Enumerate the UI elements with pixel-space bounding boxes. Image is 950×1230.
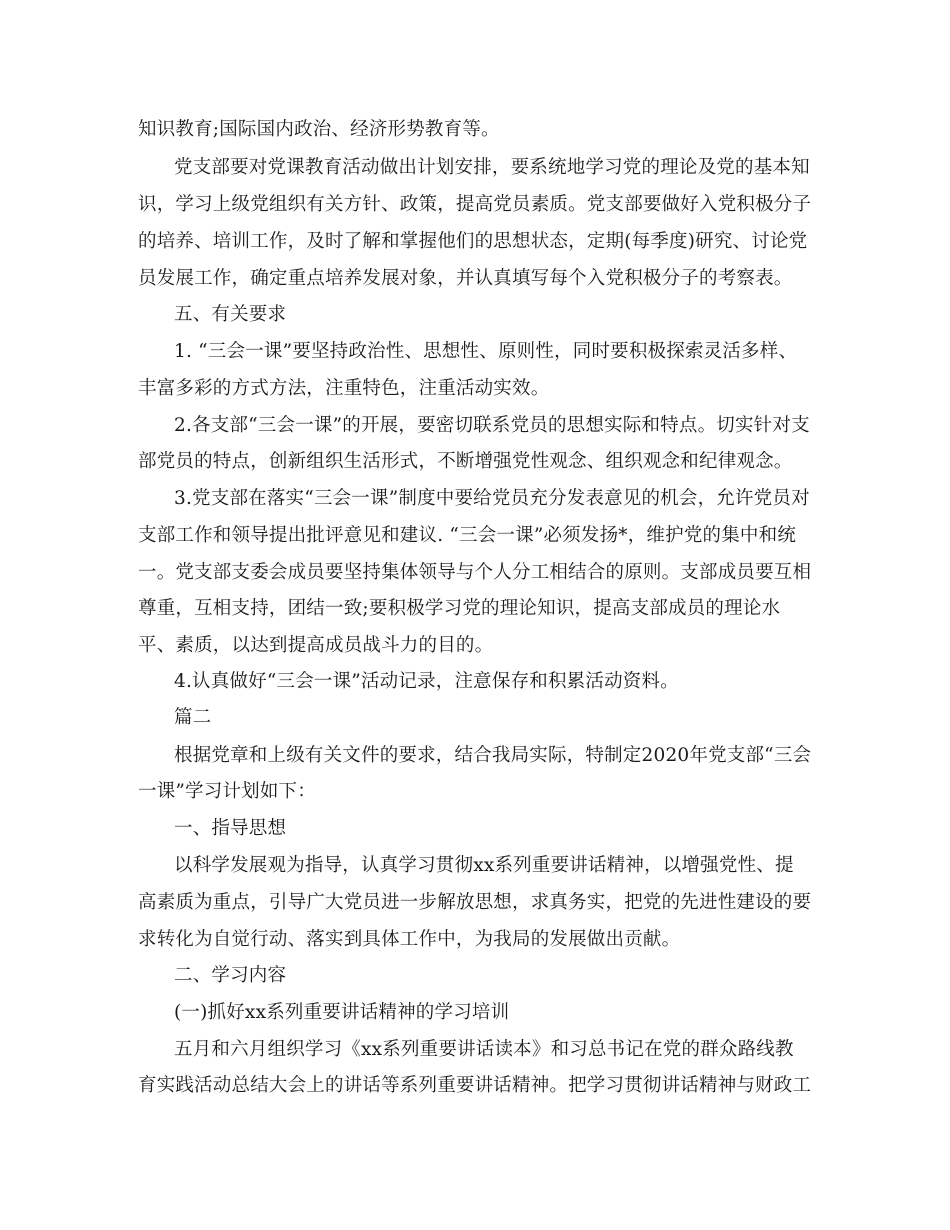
subsection-heading: (一)抓好xx系列重要讲话精神的学习培训	[174, 1002, 510, 1023]
list-item-first-line: 3.党支部在落实“三会一课”制度中要给党员充分发表意见的机会，允许党员对	[174, 488, 810, 509]
text-line: 育实践活动总结大会上的讲话等系列重要讲话精神。把学习贯彻讲话精神与财政工	[138, 1075, 812, 1096]
text-line: 求转化为自觉行动、落实到具体工作中，为我局的发展做出贡献。	[138, 929, 681, 950]
section-heading: 篇二	[174, 707, 212, 728]
text-line: 平、素质，以达到提高成员战斗力的目的。	[138, 635, 494, 656]
paragraph-first-line: 以科学发展观为指导，认真学习贯彻xx系列重要讲话精神，以增强党性、提	[174, 855, 794, 876]
text-line: 丰富多彩的方式方法，注重特色，注重活动实效。	[138, 378, 550, 399]
paragraph-first-line: 党支部要对党课教育活动做出计划安排，要系统地学习党的理论及党的基本知	[174, 157, 810, 178]
list-item-first-line: 1. “三会一课”要坚持政治性、思想性、原则性，同时要积极探索灵活多样、	[174, 341, 798, 362]
paragraph-first-line: 五月和六月组织学习《xx系列重要讲话读本》和习总书记在党的群众路线教	[174, 1039, 794, 1060]
list-item-first-line: 4.认真做好“三会一课”活动记录，注意保存和积累活动资料。	[174, 671, 679, 692]
section-heading: 二、学习内容	[174, 965, 287, 986]
text-line: 识，学习上级党组织有关方针、政策，提高党员素质。党支部要做好入党积极分子	[138, 194, 812, 215]
text-line: 支部工作和领导提出批评意见和建议. “三会一课”必须发扬*，维护党的集中和统	[138, 525, 797, 546]
text-line: 知识教育;国际国内政治、经济形势教育等。	[138, 119, 500, 140]
list-item-first-line: 2.各支部“三会一课”的开展，要密切联系党员的思想实际和特点。切实针对支	[174, 415, 810, 436]
text-line: 员发展工作，确定重点培养发展对象，并认真填写每个入党积极分子的考察表。	[138, 268, 793, 289]
text-line: 尊重，互相支持，团结一致;要积极学习党的理论知识，提高支部成员的理论水	[138, 598, 781, 619]
text-line: 一。党支部支委会成员要坚持集体领导与个人分工相结合的原则。支部成员要互相	[138, 562, 812, 583]
text-line: 部党员的特点，创新组织生活形式，不断增强党性观念、组织观念和纪律观念。	[138, 451, 793, 472]
section-heading: 一、指导思想	[174, 818, 287, 839]
text-line: 高素质为重点，引导广大党员进一步解放思想，求真务实，把党的先进性建设的要	[138, 892, 812, 913]
section-heading: 五、有关要求	[174, 304, 287, 325]
text-line: 的培养、培训工作，及时了解和掌握他们的思想状态，定期(每季度)研究、讨论党	[138, 231, 808, 252]
paragraph-first-line: 根据党章和上级有关文件的要求，结合我局实际，特制定2020年党支部“三会	[174, 745, 812, 766]
text-line: 一课”学习计划如下：	[138, 781, 316, 802]
